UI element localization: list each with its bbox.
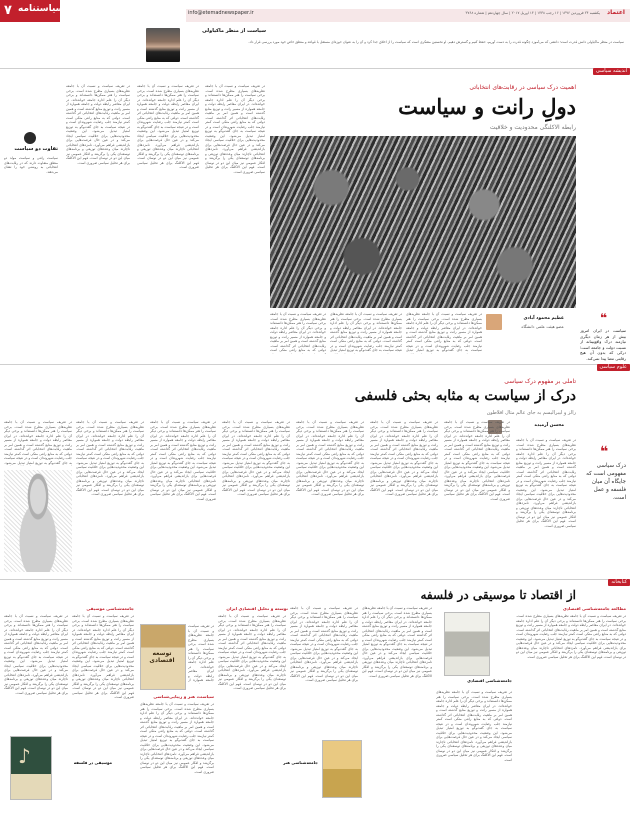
article2-portrait-sketch xyxy=(4,470,72,572)
article3-sub2: توسعه و تحلیل اقتصادی ایران xyxy=(226,606,288,611)
article1-subtitle: رابطه الاکلنگی محدودیت و خلاقیت xyxy=(489,124,576,131)
article2-col-g: در تعریف سیاست و نسبت آن با جامعه نظریه‌های بسیاری مطرح شده است. برخی سیاست را هنر ممکن‌ها دانسته‌اند و برخی دیگر آن را علم اداره جامعه خوانده‌اند. در ایران معاصر رابطه دولت و جامعه همواره از مسیر رانت و توزیع منابع گذشته است و همین امر بر ماهیت رقابت‌های انتخاباتی اثر گذاشته است. دولتی که به منابع رانتی متکی است کمتر نیازمند جلب رضایت شهروندان است و در نتیجه سیاست به جای گفت‌وگو به توزیع امتیاز تبدیل می‌شود. این وضعیت محدودیت‌هایی برای خلاقیت سیاسی ایجاد می‌کند و در عین حال فرصت‌هایی برای بازاندیشی فراهم می‌آورد. نامزدهای انتخاباتی ناچارند میان وعده‌های توزیعی و برنامه‌های توسعه‌ای یکی را برگزینند و افکار عمومی نیز میان این دو در نوسان است. فهم این الاکلنگ برای هر تحلیل سیاسی ضروری است. xyxy=(76,420,144,496)
dateline: یکشنبه ۲۴ فروردین ۱۳۹۶ | ۱۶ رجب ۱۴۳۸ | ۱۴ آوریل ۲۰۱۷ | سال چهاردهم | شماره ۳۷۶۸ xyxy=(465,11,600,15)
article2-col-h: در تعریف سیاست و نسبت آن با جامعه نظریه‌های بسیاری مطرح شده است. برخی سیاست را هنر ممکن‌ها دانسته‌اند و برخی دیگر آن را علم اداره جامعه خوانده‌اند. در ایران معاصر رابطه دولت و جامعه همواره از مسیر رانت و توزیع منابع گذشته است و همین امر بر ماهیت رقابت‌های انتخاباتی اثر گذاشته است. دولتی که به منابع رانتی متکی است کمتر نیازمند جلب رضایت شهروندان است و در نتیجه سیاست به جای گفت‌وگو به توزیع امتیاز تبدیل می‌شود. xyxy=(4,420,72,465)
article3-col-e: در تعریف سیاست و نسبت آن با جامعه نظریه‌های بسیاری مطرح شده است. برخی سیاست را هنر ممکن‌ها دانسته‌اند و برخی دیگر آن را علم اداره جامعه خوانده‌اند. در ایران معاصر رابطه دولت و جامعه همواره از مسیر رانت و توزیع منابع گذشته است و همین امر بر ماهیت رقابت‌های انتخاباتی اثر گذاشته است. دولتی که به منابع رانتی متکی است کمتر نیازمند جلب رضایت شهروندان است و در نتیجه سیاست به جای گفت‌وگو به توزیع امتیاز تبدیل می‌شود. این وضعیت محدودیت‌هایی برای خلاقیت سیاسی ایجاد می‌کند و در عین حال فرصت‌هایی برای بازاندیشی فراهم می‌آورد. نامزدهای انتخاباتی ناچارند میان وعده‌های توزیعی و برنامه‌های توسعه‌ای یکی را برگزینند و افکار عمومی نیز میان این دو در نوسان است. فهم این الاکلنگ برای هر تحلیل سیاسی ضروری است. xyxy=(218,614,286,690)
book3-title: جامعه‌شناسی هنر xyxy=(283,760,318,765)
article3-sub3: سیاست، هنر و زیبایی‌شناسی xyxy=(153,694,214,699)
book4-cover xyxy=(10,736,52,800)
divider-mid1 xyxy=(0,364,630,365)
article1-hat: اهمیت درک سیاسی در رقابت‌های انتخاباتی xyxy=(469,84,576,91)
section-title: سیاستنامه xyxy=(18,4,65,14)
article1-col-e: در تعریف سیاست و نسبت آن با جامعه نظریه‌های بسیاری مطرح شده است. برخی سیاست را هنر ممکن‌ها دانسته‌اند و برخی دیگر آن را علم اداره جامعه خوانده‌اند. در ایران معاصر رابطه دولت و جامعه همواره از مسیر رانت و توزیع منابع گذشته است و همین امر بر ماهیت رقابت‌های انتخاباتی اثر گذاشته است. دولتی که به منابع رانتی متکی است کمتر نیازمند جلب رضایت شهروندان است و در نتیجه سیاست به جای گفت‌وگو به توزیع امتیاز تبدیل xyxy=(330,312,402,352)
article1-quote-mark: ❝ xyxy=(600,311,608,325)
article3-sub4: جامعه‌شناسی موسیقی xyxy=(86,606,134,611)
article2-col-f: در تعریف سیاست و نسبت آن با جامعه نظریه‌های بسیاری مطرح شده است. برخی سیاست را هنر ممکن‌ها دانسته‌اند و برخی دیگر آن را علم اداره جامعه خوانده‌اند. در ایران معاصر رابطه دولت و جامعه همواره از مسیر رانت و توزیع منابع گذشته است و همین امر بر ماهیت رقابت‌های انتخاباتی اثر گذاشته است. دولتی که به منابع رانتی متکی است کمتر نیازمند جلب رضایت شهروندان است و در نتیجه سیاست به جای گفت‌وگو به توزیع امتیاز تبدیل می‌شود. این وضعیت محدودیت‌هایی برای خلاقیت سیاسی ایجاد می‌کند و در عین حال فرصت‌هایی برای بازاندیشی فراهم می‌آورد. نامزدهای انتخاباتی ناچارند میان وعده‌های توزیعی و برنامه‌های توسعه‌ای یکی را برگزینند و افکار عمومی نیز میان این دو در نوسان است. فهم این الاکلنگ برای هر تحلیل سیاسی ضروری است. xyxy=(150,420,216,501)
article3-col-g: در تعریف سیاست و نسبت آن با جامعه نظریه‌های بسیاری مطرح شده است. برخی سیاست را هنر ممکن‌ها دانسته‌اند و برخی دیگر آن را علم اداره جامعه خوانده‌اند. در ایران معاصر رابطه دولت و جامعه همواره از مسیر رانت و توزیع منابع گذشته است و همین امر بر ماهیت رقابت‌های انتخاباتی اثر گذاشته است. دولتی که به منابع رانتی متکی است کمتر نیازمند جلب رضایت شهروندان است و در نتیجه سیاست به جای گفت‌وگو به توزیع امتیاز تبدیل می‌شود. این وضعیت محدودیت‌هایی برای خلاقیت سیاسی ایجاد می‌کند و در عین حال فرصت‌هایی برای بازاندیشی فراهم می‌آورد. نامزدهای انتخاباتی ناچارند میان وعده‌های توزیعی و برنامه‌های توسعه‌ای یکی را برگزینند و افکار عمومی نیز میان این دو در نوسان است. فهم این الاکلنگ برای هر تحلیل سیاسی ضروری است. xyxy=(140,702,214,774)
article2-title: درک از سیاست به مثابه بحثی فلسفی xyxy=(354,388,576,404)
article1-side-text: سیاست رانتی و سیاست مولد دو منطق متفاوت دارند که در رقابت‌های انتخاباتی به روشنی خود را نشان می‌دهند. xyxy=(4,156,58,174)
article1-photo xyxy=(270,136,576,308)
music-note-icon: ♪ xyxy=(18,744,31,768)
article1-pull-quote: سیاست در ایران امروز بیش از هر زمان دیگری نیازمند درک واقع‌بینانه از نسبت دولت و جامعه است؛ درکی که بدون آن هیچ رقابتی معنا پیدا نمی‌کند. xyxy=(580,328,626,361)
article2-col-e: در تعریف سیاست و نسبت آن با جامعه نظریه‌های بسیاری مطرح شده است. برخی سیاست را هنر ممکن‌ها دانسته‌اند و برخی دیگر آن را علم اداره جامعه خوانده‌اند. در ایران معاصر رابطه دولت و جامعه همواره از مسیر رانت و توزیع منابع گذشته است و همین امر بر ماهیت رقابت‌های انتخاباتی اثر گذاشته است. دولتی که به منابع رانتی متکی است کمتر نیازمند جلب رضایت شهروندان است و در نتیجه سیاست به جای گفت‌وگو به توزیع امتیاز تبدیل می‌شود. این وضعیت محدودیت‌هایی برای خلاقیت سیاسی ایجاد می‌کند و در عین حال فرصت‌هایی برای بازاندیشی فراهم می‌آورد. نامزدهای انتخاباتی ناچارند میان وعده‌های توزیعی و برنامه‌های توسعه‌ای یکی را برگزینند و افکار عمومی نیز میان این دو در نوسان است. فهم این الاکلنگ برای هر تحلیل سیاسی ضروری است. xyxy=(222,420,290,496)
article1-author-name: عظیم محمود آبادی xyxy=(523,316,564,321)
quote-box-title: سیاست از منظر ماکیاولی xyxy=(202,28,266,34)
quote-box-text: سیاست در منظر ماکیاولی دانش قدرت است؛ دانشی که می‌آموزد چگونه قدرت را به دست آوریم، حفظ کنیم و گسترش دهیم. او نخستین متفکری است که سیاست را از اخلاق جدا کرد و آن را به عنوان حوزه‌ای مستقل با قواعد و منطق خاص خود مورد بررسی قرار داد. xyxy=(248,40,624,44)
book4-title: موسیقی در فلسفه xyxy=(73,760,112,765)
book1-cover xyxy=(444,612,490,676)
article1-col-a: در تعریف سیاست و نسبت آن با جامعه نظریه‌های بسیاری مطرح شده است. برخی سیاست را هنر ممکن‌ها دانسته‌اند و برخی دیگر آن را علم اداره جامعه خوانده‌اند. در ایران معاصر رابطه دولت و جامعه همواره از مسیر رانت و توزیع منابع گذشته است و همین امر بر ماهیت رقابت‌های انتخاباتی اثر گذاشته است. دولتی که به منابع رانتی متکی است کمتر نیازمند جلب رضایت شهروندان است و در نتیجه سیاست به جای گفت‌وگو به توزیع امتیاز تبدیل می‌شود. این وضعیت محدودیت‌هایی برای خلاقیت سیاسی ایجاد می‌کند و در عین حال فرصت‌هایی برای بازاندیشی فراهم می‌آورد. نامزدهای انتخاباتی ناچارند میان وعده‌های توزیعی و برنامه‌های توسعه‌ای یکی را برگزینند و افکار عمومی نیز میان این دو در نوسان است. فهم این الاکلنگ برای هر تحلیل سیاسی ضروری است. xyxy=(205,84,265,174)
article3-col-h: در تعریف سیاست و نسبت آن با جامعه نظریه‌های بسیاری مطرح شده است. برخی سیاست را هنر ممکن‌ها دانسته‌اند و برخی دیگر آن را علم اداره جامعه خوانده‌اند. در ایران معاصر رابطه دولت و جامعه همواره از مسیر رانت و توزیع منابع گذشته است و همین امر بر ماهیت رقابت‌های انتخاباتی اثر گذاشته است. دولتی که به منابع رانتی متکی است کمتر نیازمند جلب رضایت شهروندان است و در نتیجه سیاست به جای گفت‌وگو به توزیع امتیاز تبدیل می‌شود. این وضعیت محدودیت‌هایی برای خلاقیت سیاسی ایجاد می‌کند و در عین حال فرصت‌هایی برای بازاندیشی فراهم می‌آورد. نامزدهای انتخاباتی ناچارند میان وعده‌های توزیعی و برنامه‌های توسعه‌ای یکی را برگزینند و افکار عمومی نیز میان این دو در نوسان است. فهم این الاکلنگ برای هر تحلیل سیاسی ضروری است. xyxy=(72,614,134,699)
article2-side-quote: درک سیاسی مفهومی است که جایگاه آن میان فلسفه و عمل است. xyxy=(586,463,626,501)
divider-mid2 xyxy=(0,579,630,580)
article3-col-d: در تعریف سیاست و نسبت آن با جامعه نظریه‌های بسیاری مطرح شده است. برخی سیاست را هنر ممکن‌ها دانسته‌اند و برخی دیگر آن را علم اداره جامعه خوانده‌اند. در ایران معاصر رابطه دولت و جامعه همواره از مسیر رانت و توزیع منابع گذشته است و همین امر بر ماهیت رقابت‌های انتخاباتی اثر گذاشته است. دولتی که به منابع رانتی متکی است کمتر نیازمند جلب رضایت شهروندان است و در نتیجه سیاست به جای گفت‌وگو به توزیع امتیاز تبدیل می‌شود. این وضعیت محدودیت‌هایی برای خلاقیت سیاسی ایجاد می‌کند و در عین حال فرصت‌هایی برای بازاندیشی فراهم می‌آورد. نامزدهای انتخاباتی ناچارند میان وعده‌های توزیعی و برنامه‌های توسعه‌ای یکی را برگزینند و افکار عمومی نیز میان این دو در نوسان است. فهم این الاکلنگ برای هر تحلیل سیاسی ضروری است. xyxy=(290,606,358,682)
side-note-circle xyxy=(24,132,36,144)
article2-col-a: در تعریف سیاست و نسبت آن با جامعه نظریه‌های بسیاری مطرح شده است. برخی سیاست را هنر ممکن‌ها دانسته‌اند و برخی دیگر آن را علم اداره جامعه خوانده‌اند. در ایران معاصر رابطه دولت و جامعه همواره از مسیر رانت و توزیع منابع گذشته است و همین امر بر ماهیت رقابت‌های انتخاباتی اثر گذاشته است. دولتی که به منابع رانتی متکی است کمتر نیازمند جلب رضایت شهروندان است و در نتیجه سیاست به جای گفت‌وگو به توزیع امتیاز تبدیل می‌شود. این وضعیت محدودیت‌هایی برای خلاقیت سیاسی ایجاد می‌کند و در عین حال فرصت‌هایی برای بازاندیشی فراهم می‌آورد. نامزدهای انتخاباتی ناچارند میان وعده‌های توزیعی و برنامه‌های توسعه‌ای یکی را برگزینند و افکار عمومی نیز میان این دو در نوسان است. فهم این الاکلنگ برای هر تحلیل سیاسی ضروری است. xyxy=(516,438,576,528)
article1-section-tag: اندیشه سیاسی xyxy=(593,68,630,75)
article1-author-role: عضو هیئت علمی دانشگاه xyxy=(521,324,564,329)
article1-col-d: در تعریف سیاست و نسبت آن با جامعه نظریه‌های بسیاری مطرح شده است. برخی سیاست را هنر ممکن‌ها دانسته‌اند و برخی دیگر آن را علم اداره جامعه خوانده‌اند. در ایران معاصر رابطه دولت و جامعه همواره از مسیر رانت و توزیع منابع گذشته است و همین امر بر ماهیت رقابت‌های انتخاباتی اثر گذاشته است. دولتی که به منابع رانتی متکی است کمتر نیازمند جلب رضایت شهروندان است و در نتیجه سیاست به جای گفت‌وگو به توزیع امتیاز تبدیل xyxy=(406,312,482,352)
article1-title: دولِ رانت و سیاست xyxy=(398,94,576,119)
article1-author-photo xyxy=(486,314,502,330)
article2-col-c: در تعریف سیاست و نسبت آن با جامعه نظریه‌های بسیاری مطرح شده است. برخی سیاست را هنر ممکن‌ها دانسته‌اند و برخی دیگر آن را علم اداره جامعه خوانده‌اند. در ایران معاصر رابطه دولت و جامعه همواره از مسیر رانت و توزیع منابع گذشته است و همین امر بر ماهیت رقابت‌های انتخاباتی اثر گذاشته است. دولتی که به منابع رانتی متکی است کمتر نیازمند جلب رضایت شهروندان است و در نتیجه سیاست به جای گفت‌وگو به توزیع امتیاز تبدیل می‌شود. این وضعیت محدودیت‌هایی برای خلاقیت سیاسی ایجاد می‌کند و در عین حال فرصت‌هایی برای بازاندیشی فراهم می‌آورد. نامزدهای انتخاباتی ناچارند میان وعده‌های توزیعی و برنامه‌های توسعه‌ای یکی را برگزینند و افکار عمومی نیز میان این دو در نوسان است. فهم این الاکلنگ برای هر تحلیل سیاسی ضروری است. xyxy=(370,420,438,496)
article3-col-a: در تعریف سیاست و نسبت آن با جامعه نظریه‌های بسیاری مطرح شده است. برخی سیاست را هنر ممکن‌ها دانسته‌اند و برخی دیگر آن را علم اداره جامعه خوانده‌اند. در ایران معاصر رابطه دولت و جامعه همواره از مسیر رانت و توزیع منابع گذشته است و همین امر بر ماهیت رقابت‌های انتخاباتی اثر گذاشته است. دولتی که به منابع رانتی متکی است کمتر نیازمند جلب رضایت شهروندان است و در نتیجه سیاست به جای گفت‌وگو به توزیع امتیاز تبدیل می‌شود. این وضعیت محدودیت‌هایی برای خلاقیت سیاسی ایجاد می‌کند و در عین حال فرصت‌هایی برای بازاندیشی فراهم می‌آورد. نامزدهای انتخاباتی ناچارند میان وعده‌های توزیعی و برنامه‌های توسعه‌ای یکی را برگزینند و افکار عمومی نیز میان این دو در نوسان است. فهم این الاکلنگ برای هر تحلیل سیاسی ضروری است. xyxy=(516,614,626,659)
article2-subtitle: رالز و لیبرالیسم به جای عالم مثال افلاطون xyxy=(486,410,576,416)
article3-col-b: در تعریف سیاست و نسبت آن با جامعه نظریه‌های بسیاری مطرح شده است. برخی سیاست را هنر ممکن‌ها دانسته‌اند و برخی دیگر آن را علم اداره جامعه خوانده‌اند. در ایران معاصر رابطه دولت و جامعه همواره از مسیر رانت و توزیع منابع گذشته است و همین امر بر ماهیت رقابت‌های انتخاباتی اثر گذاشته است. دولتی که به منابع رانتی متکی است کمتر نیازمند جلب رضایت شهروندان است و در نتیجه سیاست به جای گفت‌وگو به توزیع امتیاز تبدیل می‌شود. این وضعیت محدودیت‌هایی برای خلاقیت سیاسی ایجاد می‌کند و در عین حال فرصت‌هایی برای بازاندیشی فراهم می‌آورد. نامزدهای انتخاباتی ناچارند میان وعده‌های توزیعی و برنامه‌های توسعه‌ای یکی را برگزینند و افکار عمومی نیز میان این دو در نوسان است. فهم این الاکلنگ برای هر تحلیل سیاسی ضروری است. xyxy=(436,690,512,762)
page-number: ۷ xyxy=(4,3,12,18)
article3-section-tag: کتابخانه xyxy=(608,579,630,586)
article2-author-name: محسن آرمیده xyxy=(534,423,564,428)
article1-col-b: در تعریف سیاست و نسبت آن با جامعه نظریه‌های بسیاری مطرح شده است. برخی سیاست را هنر ممکن‌ها دانسته‌اند و برخی دیگر آن را علم اداره جامعه خوانده‌اند. در ایران معاصر رابطه دولت و جامعه همواره از مسیر رانت و توزیع منابع گذشته است و همین امر بر ماهیت رقابت‌های انتخاباتی اثر گذاشته است. دولتی که به منابع رانتی متکی است کمتر نیازمند جلب رضایت شهروندان است و در نتیجه سیاست به جای گفت‌وگو به توزیع امتیاز تبدیل می‌شود. این وضعیت محدودیت‌هایی برای خلاقیت سیاسی ایجاد می‌کند و در عین حال فرصت‌هایی برای بازاندیشی فراهم می‌آورد. نامزدهای انتخاباتی ناچارند میان وعده‌های توزیعی و برنامه‌های توسعه‌ای یکی را برگزینند و افکار عمومی نیز میان این دو در نوسان است. فهم این الاکلنگ برای هر تحلیل سیاسی ضروری است. xyxy=(137,84,199,169)
article2-hat: تاملی بر مفهوم درک سیاسی xyxy=(504,378,576,385)
article2-section-tag: علوم سیاسی xyxy=(597,364,630,371)
email-link[interactable]: info@etemadnewspaper.ir xyxy=(188,10,254,16)
article1-col-c: در تعریف سیاست و نسبت آن با جامعه نظریه‌های بسیاری مطرح شده است. برخی سیاست را هنر ممکن‌ها دانسته‌اند و برخی دیگر آن را علم اداره جامعه خوانده‌اند. در ایران معاصر رابطه دولت و جامعه همواره از مسیر رانت و توزیع منابع گذشته است و همین امر بر ماهیت رقابت‌های انتخاباتی اثر گذاشته است. دولتی که به منابع رانتی متکی است کمتر نیازمند جلب رضایت شهروندان است و در نتیجه سیاست به جای گفت‌وگو به توزیع امتیاز تبدیل می‌شود. این وضعیت محدودیت‌هایی برای خلاقیت سیاسی ایجاد می‌کند و در عین حال فرصت‌هایی برای بازاندیشی فراهم می‌آورد. نامزدهای انتخاباتی ناچارند میان وعده‌های توزیعی و برنامه‌های توسعه‌ای یکی را برگزینند و افکار عمومی نیز میان این دو در نوسان است. فهم این الاکلنگ برای هر تحلیل سیاسی ضروری است. xyxy=(66,84,130,165)
article3-col-f: در تعریف سیاست و نسبت آن با جامعه نظریه‌های بسیاری مطرح شده است. برخی سیاست را هنر ممکن‌ها دانسته‌اند و برخی دیگر آن را علم اداره جامعه خوانده‌اند. در ایران معاصر رابطه دولت و جامعه همواره از xyxy=(188,624,214,682)
article3-col-c: در تعریف سیاست و نسبت آن با جامعه نظریه‌های بسیاری مطرح شده است. برخی سیاست را هنر ممکن‌ها دانسته‌اند و برخی دیگر آن را علم اداره جامعه خوانده‌اند. در ایران معاصر رابطه دولت و جامعه همواره از مسیر رانت و توزیع منابع گذشته است و همین امر بر ماهیت رقابت‌های انتخاباتی اثر گذاشته است. دولتی که به منابع رانتی متکی است کمتر نیازمند جلب رضایت شهروندان است و در نتیجه سیاست به جای گفت‌وگو به توزیع امتیاز تبدیل می‌شود. این وضعیت محدودیت‌هایی برای خلاقیت سیاسی ایجاد می‌کند و در عین حال فرصت‌هایی برای بازاندیشی فراهم می‌آورد. نامزدهای انتخاباتی ناچارند میان وعده‌های توزیعی و برنامه‌های توسعه‌ای یکی را برگزینند و افکار عمومی نیز میان این دو در نوسان است. فهم این الاکلنگ برای هر تحلیل سیاسی ضروری است. xyxy=(362,606,432,678)
article1-side-title: تفاوت دو سیاست xyxy=(14,146,58,152)
article2-col-b: در تعریف سیاست و نسبت آن با جامعه نظریه‌های بسیاری مطرح شده است. برخی سیاست را هنر ممکن‌ها دانسته‌اند و برخی دیگر آن را علم اداره جامعه خوانده‌اند. در ایران معاصر رابطه دولت و جامعه همواره از مسیر رانت و توزیع منابع گذشته است و همین امر بر ماهیت رقابت‌های انتخاباتی اثر گذاشته است. دولتی که به منابع رانتی متکی است کمتر نیازمند جلب رضایت شهروندان است و در نتیجه سیاست به جای گفت‌وگو به توزیع امتیاز تبدیل می‌شود. این وضعیت محدودیت‌هایی برای خلاقیت سیاسی ایجاد می‌کند و در عین حال فرصت‌هایی برای بازاندیشی فراهم می‌آورد. نامزدهای انتخاباتی ناچارند میان وعده‌های توزیعی و برنامه‌های توسعه‌ای یکی را برگزینند و افکار عمومی نیز میان این دو در نوسان است. فهم این الاکلنگ برای هر تحلیل سیاسی ضروری است. xyxy=(444,420,510,501)
article3-col-i: در تعریف سیاست و نسبت آن با جامعه نظریه‌های بسیاری مطرح شده است. برخی سیاست را هنر ممکن‌ها دانسته‌اند و برخی دیگر آن را علم اداره جامعه خوانده‌اند. در ایران معاصر رابطه دولت و جامعه همواره از مسیر رانت و توزیع منابع گذشته است و همین امر بر ماهیت رقابت‌های انتخاباتی اثر گذاشته است. دولتی که به منابع رانتی متکی است کمتر نیازمند جلب رضایت شهروندان است و در نتیجه سیاست به جای گفت‌وگو به توزیع امتیاز تبدیل می‌شود. این وضعیت محدودیت‌هایی برای خلاقیت سیاسی ایجاد می‌کند و در عین حال فرصت‌هایی برای بازاندیشی فراهم می‌آورد. نامزدهای انتخاباتی ناچارند میان وعده‌های توزیعی و برنامه‌های توسعه‌ای یکی را برگزینند و افکار عمومی نیز میان این دو در نوسان است. فهم این الاکلنگ برای هر تحلیل سیاسی ضروری است. xyxy=(4,614,68,695)
newspaper-logo: اعتماد xyxy=(607,9,625,16)
article2-side-quote-icon: ❝ xyxy=(600,444,609,460)
article2-col-d: در تعریف سیاست و نسبت آن با جامعه نظریه‌های بسیاری مطرح شده است. برخی سیاست را هنر ممکن‌ها دانسته‌اند و برخی دیگر آن را علم اداره جامعه خوانده‌اند. در ایران معاصر رابطه دولت و جامعه همواره از مسیر رانت و توزیع منابع گذشته است و همین امر بر ماهیت رقابت‌های انتخاباتی اثر گذاشته است. دولتی که به منابع رانتی متکی است کمتر نیازمند جلب رضایت شهروندان است و در نتیجه سیاست به جای گفت‌وگو به توزیع امتیاز تبدیل می‌شود. این وضعیت محدودیت‌هایی برای خلاقیت سیاسی ایجاد می‌کند و در عین حال فرصت‌هایی برای بازاندیشی فراهم می‌آورد. نامزدهای انتخاباتی ناچارند میان وعده‌های توزیعی و برنامه‌های توسعه‌ای یکی را برگزینند و افکار عمومی نیز میان این دو در نوسان است. فهم این الاکلنگ برای هر تحلیل سیاسی ضروری است. xyxy=(296,420,364,496)
article3-sub1: مطالعه جامعه‌شناسی اقتصادی xyxy=(562,606,626,611)
article1-col-f: در تعریف سیاست و نسبت آن با جامعه نظریه‌های بسیاری مطرح شده است. برخی سیاست را هنر ممکن‌ها دانسته‌اند و برخی دیگر آن را علم اداره جامعه خوانده‌اند. در ایران معاصر رابطه دولت و جامعه همواره از مسیر رانت و توزیع منابع گذشته است و همین امر بر ماهیت رقابت‌های انتخاباتی اثر گذاشته است. دولتی که به منابع رانتی متکی است xyxy=(270,312,326,352)
book2-title: توسعه اقتصادی xyxy=(149,650,175,664)
divider-top xyxy=(0,68,630,69)
article3-title: از اقتصاد تا موسیقی در فلسفه xyxy=(420,588,576,602)
quote-portrait xyxy=(146,28,180,62)
book1-title: جامعه‌شناسی اقتصادی xyxy=(467,678,512,683)
book3-cover xyxy=(322,740,362,798)
